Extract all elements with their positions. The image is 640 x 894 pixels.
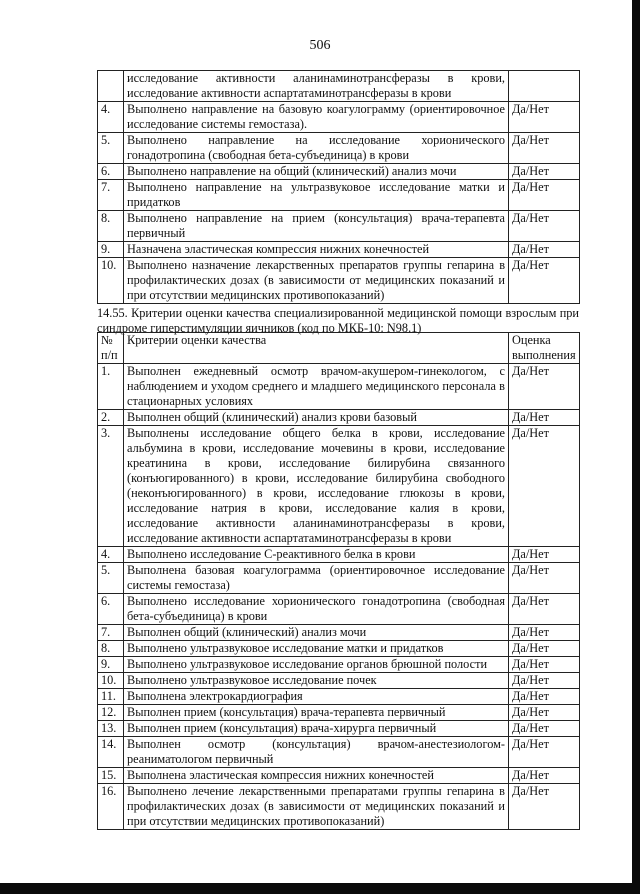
row-number: 2. xyxy=(98,410,124,426)
row-criterion: Выполнено направление на исследование хорионического гонадотропина (свободная бета-субъединица) в крови xyxy=(124,133,509,164)
row-grade: Да/Нет xyxy=(509,721,580,737)
table-header-row xyxy=(98,333,580,364)
row-grade: Да/Нет xyxy=(509,164,580,180)
table-row xyxy=(98,164,580,180)
row-criterion: Выполнено направление на ультразвуковое исследование матки и придатков xyxy=(124,180,509,211)
row-criterion: исследование активности аланинаминотрансферазы в крови, исследование активности аспартатаминотрансферазы в крови xyxy=(124,71,509,102)
row-criterion: Выполнен прием (консультация) врача-хирурга первичный xyxy=(124,721,509,737)
table-row xyxy=(98,410,580,426)
row-grade: Да/Нет xyxy=(509,364,580,410)
row-criterion: Выполнена базовая коагулограмма (ориентировочное исследование системы гемостаза) xyxy=(124,563,509,594)
row-grade: Да/Нет xyxy=(509,133,580,164)
row-grade: Да/Нет xyxy=(509,705,580,721)
row-number: 5. xyxy=(98,133,124,164)
row-grade: Да/Нет xyxy=(509,594,580,625)
row-number: 9. xyxy=(98,242,124,258)
table-row xyxy=(98,133,580,164)
row-grade: Да/Нет xyxy=(509,641,580,657)
row-number: 14. xyxy=(98,737,124,768)
row-number: 7. xyxy=(98,625,124,641)
row-grade: Да/Нет xyxy=(509,426,580,547)
row-number: 4. xyxy=(98,547,124,563)
row-grade: Да/Нет xyxy=(509,410,580,426)
row-grade: Да/Нет xyxy=(509,102,580,133)
table-row xyxy=(98,768,580,784)
row-grade: Да/Нет xyxy=(509,768,580,784)
row-grade: Да/Нет xyxy=(509,784,580,830)
section-heading: 14.55. Критерии оценки качества специализированной медицинской помощи взрослым при синдроме гиперстимуляции яичников (код по МКБ-10: N98.1) xyxy=(97,306,579,335)
row-number: 15. xyxy=(98,768,124,784)
row-grade: Да/Нет xyxy=(509,258,580,304)
table-row xyxy=(98,721,580,737)
row-criterion: Выполнено исследование С-реактивного белка в крови xyxy=(124,547,509,563)
row-grade: Да/Нет xyxy=(509,180,580,211)
row-number: 8. xyxy=(98,641,124,657)
table-row xyxy=(98,737,580,768)
row-number: 13. xyxy=(98,721,124,737)
row-criterion: Выполнено исследование хорионического гонадотропина (свободная бета-субъединица) в крови xyxy=(124,594,509,625)
row-criterion: Выполнено ультразвуковое исследование матки и придатков xyxy=(124,641,509,657)
scan-border-right xyxy=(632,0,640,894)
row-grade: Да/Нет xyxy=(509,657,580,673)
table-row xyxy=(98,673,580,689)
row-number: 10. xyxy=(98,673,124,689)
table-row xyxy=(98,705,580,721)
scan-border-bottom xyxy=(0,883,640,894)
row-number: 10. xyxy=(98,258,124,304)
table-row xyxy=(98,258,580,304)
row-grade: Да/Нет xyxy=(509,625,580,641)
row-grade: Да/Нет xyxy=(509,211,580,242)
page-number: 506 xyxy=(309,38,331,53)
row-number: 9. xyxy=(98,657,124,673)
table-row xyxy=(98,689,580,705)
table-row xyxy=(98,71,580,102)
row-number: 3. xyxy=(98,426,124,547)
header-grade: Оценка выполнения xyxy=(509,333,580,364)
table-row xyxy=(98,242,580,258)
row-number: 8. xyxy=(98,211,124,242)
table-row xyxy=(98,594,580,625)
row-criterion: Выполнено направление на прием (консультация) врача-терапевта первичный xyxy=(124,211,509,242)
row-number: 5. xyxy=(98,563,124,594)
row-number: 16. xyxy=(98,784,124,830)
row-criterion: Назначена эластическая компрессия нижних конечностей xyxy=(124,242,509,258)
row-criterion: Выполнена эластическая компрессия нижних конечностей xyxy=(124,768,509,784)
row-criterion: Выполнены исследование общего белка в крови, исследование альбумина в крови, исследование мочевины в крови, исследование креатинина в крови, исследование билирубина связанного (конъюгированного) в крови, исследование билирубина свободного (неконъюгированного) в крови, исследование глюкозы в крови, исследование натрия в крови, исследование калия в крови, исследование активности аланинаминотрансферазы в крови, исследование активности аспартатаминотрансферазы в крови xyxy=(124,426,509,547)
row-criterion: Выполнен общий (клинический) анализ мочи xyxy=(124,625,509,641)
row-grade: Да/Нет xyxy=(509,242,580,258)
row-criterion: Выполнен общий (клинический) анализ крови базовый xyxy=(124,410,509,426)
row-number: 7. xyxy=(98,180,124,211)
table-row xyxy=(98,102,580,133)
row-number: 1. xyxy=(98,364,124,410)
row-number: 4. xyxy=(98,102,124,133)
header-criteria: Критерии оценки качества xyxy=(124,333,509,364)
row-criterion: Выполнено направление на общий (клинический) анализ мочи xyxy=(124,164,509,180)
row-criterion: Выполнено ультразвуковое исследование почек xyxy=(124,673,509,689)
table-row xyxy=(98,625,580,641)
table-row xyxy=(98,364,580,410)
row-criterion: Выполнен ежедневный осмотр врачом-акушером-гинекологом, с наблюдением и уходом среднего и младшего медицинского персонала в стационарных условиях xyxy=(124,364,509,410)
table-row xyxy=(98,547,580,563)
row-grade xyxy=(509,71,580,102)
row-number xyxy=(98,71,124,102)
table-row xyxy=(98,211,580,242)
row-number: 6. xyxy=(98,594,124,625)
table-row xyxy=(98,180,580,211)
criteria-table-continued xyxy=(97,70,580,304)
row-grade: Да/Нет xyxy=(509,547,580,563)
row-grade: Да/Нет xyxy=(509,737,580,768)
header-number: № п/п xyxy=(98,333,124,364)
row-criterion: Выполнено назначение лекарственных препаратов группы гепарина в профилактических дозах (в зависимости от медицинских показаний и при отсутствии медицинских противопоказаний) xyxy=(124,258,509,304)
row-criterion: Выполнено лечение лекарственными препаратами группы гепарина в профилактических дозах (в зависимости от медицинских показаний и при отсутствии медицинских противопоказаний) xyxy=(124,784,509,830)
row-number: 6. xyxy=(98,164,124,180)
row-grade: Да/Нет xyxy=(509,673,580,689)
row-grade: Да/Нет xyxy=(509,563,580,594)
row-criterion: Выполнено ультразвуковое исследование органов брюшной полости xyxy=(124,657,509,673)
table-row xyxy=(98,641,580,657)
table-row xyxy=(98,563,580,594)
criteria-table xyxy=(97,332,580,830)
row-criterion: Выполнена электрокардиография xyxy=(124,689,509,705)
row-grade: Да/Нет xyxy=(509,689,580,705)
table-row xyxy=(98,426,580,547)
row-number: 12. xyxy=(98,705,124,721)
row-criterion: Выполнен прием (консультация) врача-терапевта первичный xyxy=(124,705,509,721)
table-row xyxy=(98,657,580,673)
row-criterion: Выполнено направление на базовую коагулограмму (ориентировочное исследование системы гемостаза). xyxy=(124,102,509,133)
table-row xyxy=(98,784,580,830)
row-criterion: Выполнен осмотр (консультация) врачом-анестезиологом-реаниматологом первичный xyxy=(124,737,509,768)
row-number: 11. xyxy=(98,689,124,705)
